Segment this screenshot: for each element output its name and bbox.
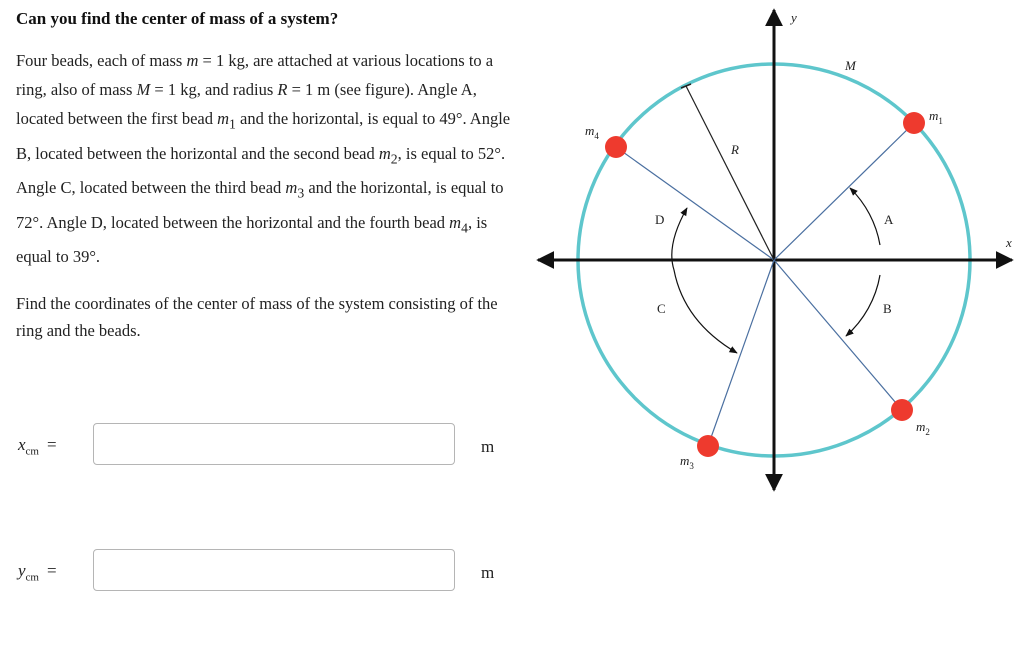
bead-m4: [605, 136, 627, 158]
bead-m2: [891, 399, 913, 421]
angle-a-arc: [850, 188, 880, 245]
ring-beads-figure: [530, 0, 1024, 500]
m3-label: $m_3$: [680, 453, 694, 471]
m1-label: $m_1$: [929, 108, 943, 126]
angle-b-label: B: [883, 301, 892, 316]
y-cm-label: $y_{cm}$ =: [18, 561, 57, 584]
x-cm-label: $x_{cm}$ =: [18, 435, 57, 458]
angle-b-arc: [846, 275, 880, 336]
m2-label: $m_2$: [916, 419, 930, 437]
x-cm-unit: m: [481, 437, 495, 456]
x-axis-label: x: [1006, 235, 1012, 250]
bead-m1: [903, 112, 925, 134]
angle-d-label: D: [655, 212, 665, 227]
y-cm-answer-row: [0, 549, 520, 595]
y-cm-input[interactable]: [93, 549, 455, 591]
x-cm-answer-row: [0, 423, 520, 469]
problem-statement: Four beads, each of mass m = 1 kg, are attached at various locations to a ring, also of mass M = 1 kg, and radius R = 1 m (see figure). Angle A, located between the first bead $m_1$ and the horizontal, is equal to 49°. Angle B, located between the horizontal and the second bead $m_2$, is equal to 52°. Angle C, located between the third bead $m_3$ and the horizontal, is equal to 72°. Angle D, located between the horizontal and the fourth bead $m_4$, is equal to 39°.: [16, 51, 511, 267]
radius-label: R: [731, 142, 739, 157]
bead-4-line: [616, 147, 774, 260]
bead-1-line: [774, 123, 914, 260]
bead-2-line: [774, 260, 902, 410]
angle-a-label: A: [884, 212, 894, 227]
question-prompt: Find the coordinates of the center of mass of the system consisting of the ring and the beads.: [16, 294, 498, 340]
m4-label: $m_4$: [585, 123, 599, 141]
bead-m3: [697, 435, 719, 457]
angle-c-label: C: [657, 301, 666, 316]
x-cm-input[interactable]: [93, 423, 455, 465]
ring-mass-label: M: [845, 58, 856, 73]
radius-line: [686, 86, 774, 260]
y-axis-label: y: [791, 10, 797, 25]
bead-3-line: [708, 260, 774, 446]
y-cm-unit: m: [481, 563, 495, 582]
question-title: Can you find the center of mass of a system?: [16, 9, 339, 28]
angle-cd-arc: [672, 208, 737, 353]
